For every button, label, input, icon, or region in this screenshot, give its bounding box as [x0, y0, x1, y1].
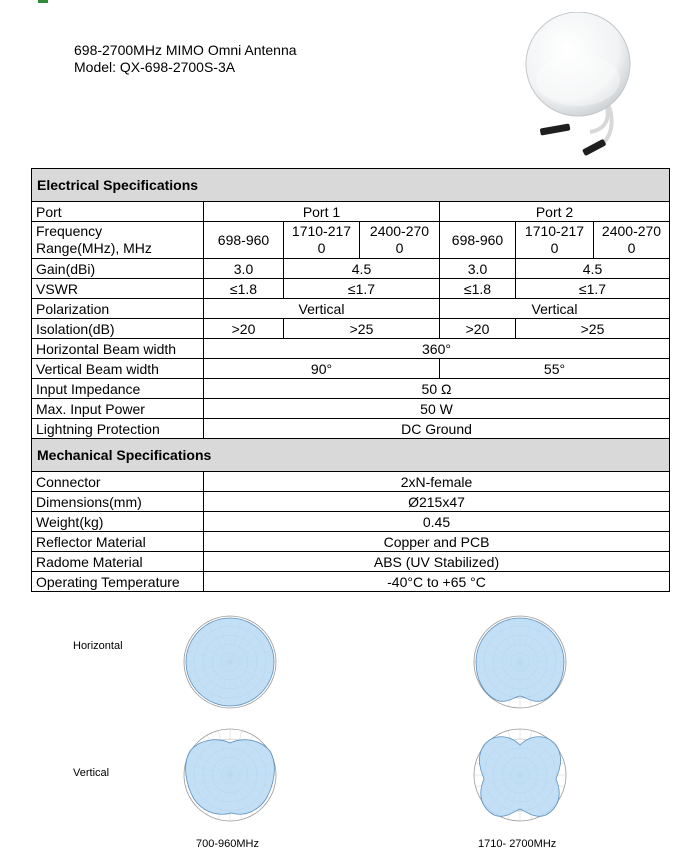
band-text-wrap: 0	[317, 240, 326, 256]
hbw-value: 360°	[204, 339, 670, 359]
lightning-row	[32, 419, 670, 439]
mechanical-heading: Mechanical Specifications	[32, 439, 670, 472]
product-photo	[520, 12, 638, 162]
horizontal-label: Horizontal	[73, 640, 123, 652]
band-text-wrap: 0	[627, 240, 636, 256]
pattern-horizontal-low	[180, 612, 280, 712]
isolation-value: >20	[204, 319, 284, 339]
band-text-wrap: 0	[550, 240, 559, 256]
band-text: 2400-270	[601, 223, 662, 239]
mech-value: 2xN-female	[204, 472, 670, 492]
frequency-label-line1: Frequency	[36, 223, 103, 239]
frequency-row	[32, 222, 670, 259]
caption-right: 1710- 2700MHz	[478, 838, 557, 850]
gain-label: Gain(dBi)	[32, 259, 204, 279]
title-block	[74, 42, 297, 76]
gain-row	[32, 259, 670, 279]
band-text-wrap: 0	[395, 240, 404, 256]
pattern-vertical-high	[470, 725, 570, 825]
isolation-label: Isolation(dB)	[32, 319, 204, 339]
mech-row	[32, 472, 670, 492]
polarization-value: Vertical	[204, 299, 440, 319]
impedance-row	[32, 379, 670, 399]
port-row	[32, 202, 670, 222]
vbw-label: Vertical Beam width	[32, 359, 204, 379]
isolation-row	[32, 319, 670, 339]
band-text: 698-960	[451, 231, 504, 248]
mech-value: -40°C to +65 °C	[204, 572, 670, 592]
vswr-value: ≤1.8	[440, 279, 516, 299]
impedance-label: Input Impedance	[32, 379, 204, 399]
mech-label: Operating Temperature	[32, 572, 204, 592]
mech-label: Connector	[32, 472, 204, 492]
frequency-label-line2: Range(MHz), MHz	[36, 240, 152, 256]
electrical-heading: Electrical Specifications	[32, 169, 670, 202]
band-text: 1710-217	[524, 223, 585, 239]
spec-table	[31, 168, 670, 592]
band-cell	[440, 222, 516, 259]
mech-value: 0.45	[204, 512, 670, 532]
mech-row	[32, 532, 670, 552]
band-cell	[204, 222, 284, 259]
mech-row	[32, 492, 670, 512]
vswr-label: VSWR	[32, 279, 204, 299]
band-text: 698-960	[217, 231, 270, 248]
port1-header: Port 1	[204, 202, 440, 222]
mech-row	[32, 552, 670, 572]
hbw-row	[32, 339, 670, 359]
band-cell	[594, 222, 670, 259]
vswr-value: ≤1.7	[284, 279, 440, 299]
band-text: 1710-217	[291, 223, 352, 239]
band-cell	[516, 222, 594, 259]
mech-label: Dimensions(mm)	[32, 492, 204, 512]
gain-value: 3.0	[204, 259, 284, 279]
power-value: 50 W	[204, 399, 670, 419]
pattern-horizontal-high	[470, 612, 570, 712]
isolation-value: >20	[440, 319, 516, 339]
mech-row	[32, 512, 670, 532]
vertical-label: Vertical	[73, 767, 110, 779]
vswr-value: ≤1.8	[204, 279, 284, 299]
isolation-value: >25	[516, 319, 670, 339]
vbw-row	[32, 359, 670, 379]
mech-label: Weight(kg)	[32, 512, 204, 532]
pattern-vertical-low	[180, 725, 280, 825]
mech-row	[32, 572, 670, 592]
vswr-value: ≤1.7	[516, 279, 670, 299]
mech-value: Copper and PCB	[204, 532, 670, 552]
isolation-value: >25	[284, 319, 440, 339]
gain-value: 4.5	[516, 259, 670, 279]
vswr-row	[32, 279, 670, 299]
mech-label: Radome Material	[32, 552, 204, 572]
power-row	[32, 399, 670, 419]
hbw-label: Horizontal Beam width	[32, 339, 204, 359]
lightning-value: DC Ground	[204, 419, 670, 439]
product-title: 698-2700MHz MIMO Omni Antenna	[74, 42, 297, 58]
band-cell	[284, 222, 360, 259]
port-label: Port	[32, 202, 204, 222]
frequency-label	[32, 222, 204, 259]
electrical-section-header	[32, 169, 670, 202]
vbw-value: 55°	[440, 359, 670, 379]
power-label: Max. Input Power	[32, 399, 204, 419]
mech-label: Reflector Material	[32, 532, 204, 552]
gain-value: 4.5	[284, 259, 440, 279]
mech-value: Ø215x47	[204, 492, 670, 512]
vbw-value: 90°	[204, 359, 440, 379]
header-mark	[38, 0, 48, 3]
mech-value: ABS (UV Stabilized)	[204, 552, 670, 572]
gain-value: 3.0	[440, 259, 516, 279]
band-cell	[360, 222, 440, 259]
mechanical-section-header	[32, 439, 670, 472]
polarization-label: Polarization	[32, 299, 204, 319]
port2-header: Port 2	[440, 202, 670, 222]
band-text: 2400-270	[369, 223, 430, 239]
polarization-row	[32, 299, 670, 319]
product-model: Model: QX-698-2700S-3A	[74, 59, 236, 75]
impedance-value: 50 Ω	[204, 379, 670, 399]
lightning-label: Lightning Protection	[32, 419, 204, 439]
caption-left: 700-960MHz	[196, 838, 259, 850]
polarization-value: Vertical	[440, 299, 670, 319]
